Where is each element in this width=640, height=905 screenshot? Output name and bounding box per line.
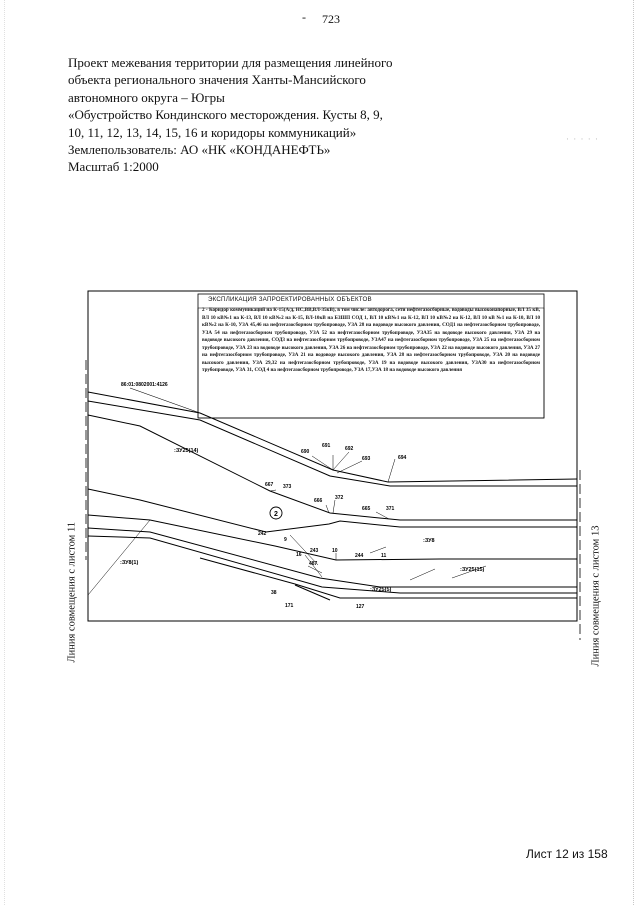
boundary-line-7 — [88, 536, 577, 593]
boundary-line-3 — [88, 415, 577, 520]
point-label-9: 9 — [284, 537, 287, 543]
legend-title: ЭКСПЛИКАЦИЯ ЗАПРОЕКТИРОВАННЫХ ОБЪЕКТОВ — [208, 296, 372, 303]
legend-text: 2 - Коридор коммуникаций на К-15(А/д, НС,ВВ,ВЛ-35кВ), в том числе: автодорога, сети нефтегазосборные, водоводы высоконапорные, ВЛ 35 кВ, ВЛ 10 кВ№1 на К-13, ВЛ 10 кВ№2 на К-15, ВЛ-10кВ на БЗШП СОД 1, ВЛ 10 кВ№1 на К-12, ВЛ 10 кВ№2 на К-12, ВЛ 10 кВ №1 на К-10, ВЛ 10 кВ№2 на К-10, УЗА 45,46 на нефтегазосборном трубопроводе, УЗА 28 на водоводе высокого давления, СОД1 на нефтегазосборном трубопроводе, УЗА 54 на нефтегазосборном трубопроводе, УЗА 52 на нефтегазосборном трубопроводе, УЗА35 на водоводе высокого давления, УЗА 29 на водоводе высокого давления, СОД3 на нефтегазосборном трубопроводе, УЗА47 на нефтегазосборном трубопроводе, УЗА 25 на нефтегазосборном трубопроводе, УЗА 23 на водоводе высокого давления, УЗА 26 на нефтегазосборном трубопроводе, УЗА 22 на водоводе высокого давления, УЗА 27 на нефтегазосборном трубопроводе, УЗА 21 на водоводе высокого давления, УЗА 28 на нефтегазосборном трубопроводе, УЗА 20 на водоводе высокого давления, УЗА 29,32 на нефтегазосборном трубопроводе, УЗА 19 на водоводе высокого давления, УЗА30 на нефтегазосборном трубопроводе, УЗА 31, СОД 4 на нефтегазосборном трубопроводе, УЗА 17,УЗА 18 на водоводе высокого давления — [202, 307, 540, 373]
cadastral-leader — [130, 388, 200, 413]
plot-label-zu25-5: :ЗУ25(5) — [370, 587, 392, 593]
leader-zu8 — [410, 569, 435, 580]
point-label-11: 11 — [381, 553, 387, 559]
point-label-171: 171 — [285, 603, 294, 609]
cadastral-number: 86:01:0802001:4126 — [121, 382, 168, 388]
point-label-38: 38 — [271, 590, 277, 596]
dash-mark: - — [302, 10, 306, 24]
title-line-3: автономного округа – Югры — [68, 89, 225, 105]
leader-667 — [270, 490, 276, 491]
point-label-487: 487 — [309, 561, 318, 567]
point-label-243: 243 — [310, 548, 319, 554]
leader-lines — [88, 452, 486, 595]
point-label-665: 665 — [362, 506, 371, 512]
plot-label-zu8: :ЗУ8 — [423, 538, 435, 544]
point-label-242: 242 — [258, 531, 267, 537]
point-label-667: 667 — [265, 482, 274, 488]
sheet-number: Лист 12 из 158 — [526, 847, 608, 861]
point-label-691: 691 — [322, 443, 331, 449]
leader-487 — [308, 566, 322, 573]
point-label-692: 692 — [345, 446, 354, 452]
boundary-line-4 — [88, 489, 577, 532]
title-line-4: «Обустройство Кондинского месторождения. Кусты 8, 9, — [68, 107, 383, 123]
point-label-244: 244 — [355, 553, 364, 559]
point-label-371: 371 — [386, 506, 395, 512]
circled-marker-label: 2 — [274, 511, 278, 518]
point-label-10: 10 — [332, 548, 338, 554]
point-label-16: 16 — [296, 552, 302, 558]
plot-label-zu25-15: :ЗУ25(15) — [460, 567, 485, 573]
scale-line: Масштаб 1:2000 — [68, 159, 159, 175]
point-label-373: 373 — [283, 484, 292, 490]
leader-zu8-1 — [88, 520, 150, 595]
point-label-694: 694 — [398, 455, 407, 461]
faint-stamp: · · · · · — [566, 134, 599, 144]
title-line-5: 10, 11, 12, 13, 14, 15, 16 и коридоры коммуникаций» — [68, 124, 357, 140]
plot-label-zu25-14: :ЗУ25(14) — [174, 448, 199, 454]
point-label-127: 127 — [356, 604, 365, 610]
boundary-line-6 — [88, 528, 577, 587]
match-label-left: Линия совмещения с листом 11 — [66, 521, 78, 663]
land-user-line: Землепользователь: АО «НК «КОНДАНЕФТЬ» — [68, 142, 331, 158]
plot-label-zu8-1: :ЗУ8(1) — [120, 560, 139, 566]
page-number: 723 — [322, 12, 340, 26]
match-label-right: Линия совмещения с листом 13 — [590, 525, 602, 667]
leader-690 — [312, 456, 333, 470]
leader-692 — [333, 452, 349, 470]
point-label-693: 693 — [362, 456, 371, 462]
point-label-690: 690 — [301, 449, 310, 455]
point-label-666: 666 — [314, 498, 323, 504]
corridor-lines — [88, 388, 577, 600]
leader-693 — [337, 461, 362, 473]
leader-372 — [333, 500, 335, 513]
legend — [198, 294, 544, 418]
title-line-1: Проект межевания территории для размещения линейного — [68, 55, 393, 70]
title-line-2: объекта регионального значения Ханты-Мансийского — [68, 72, 366, 88]
point-label-372: 372 — [335, 495, 344, 501]
leader-694 — [388, 459, 395, 482]
